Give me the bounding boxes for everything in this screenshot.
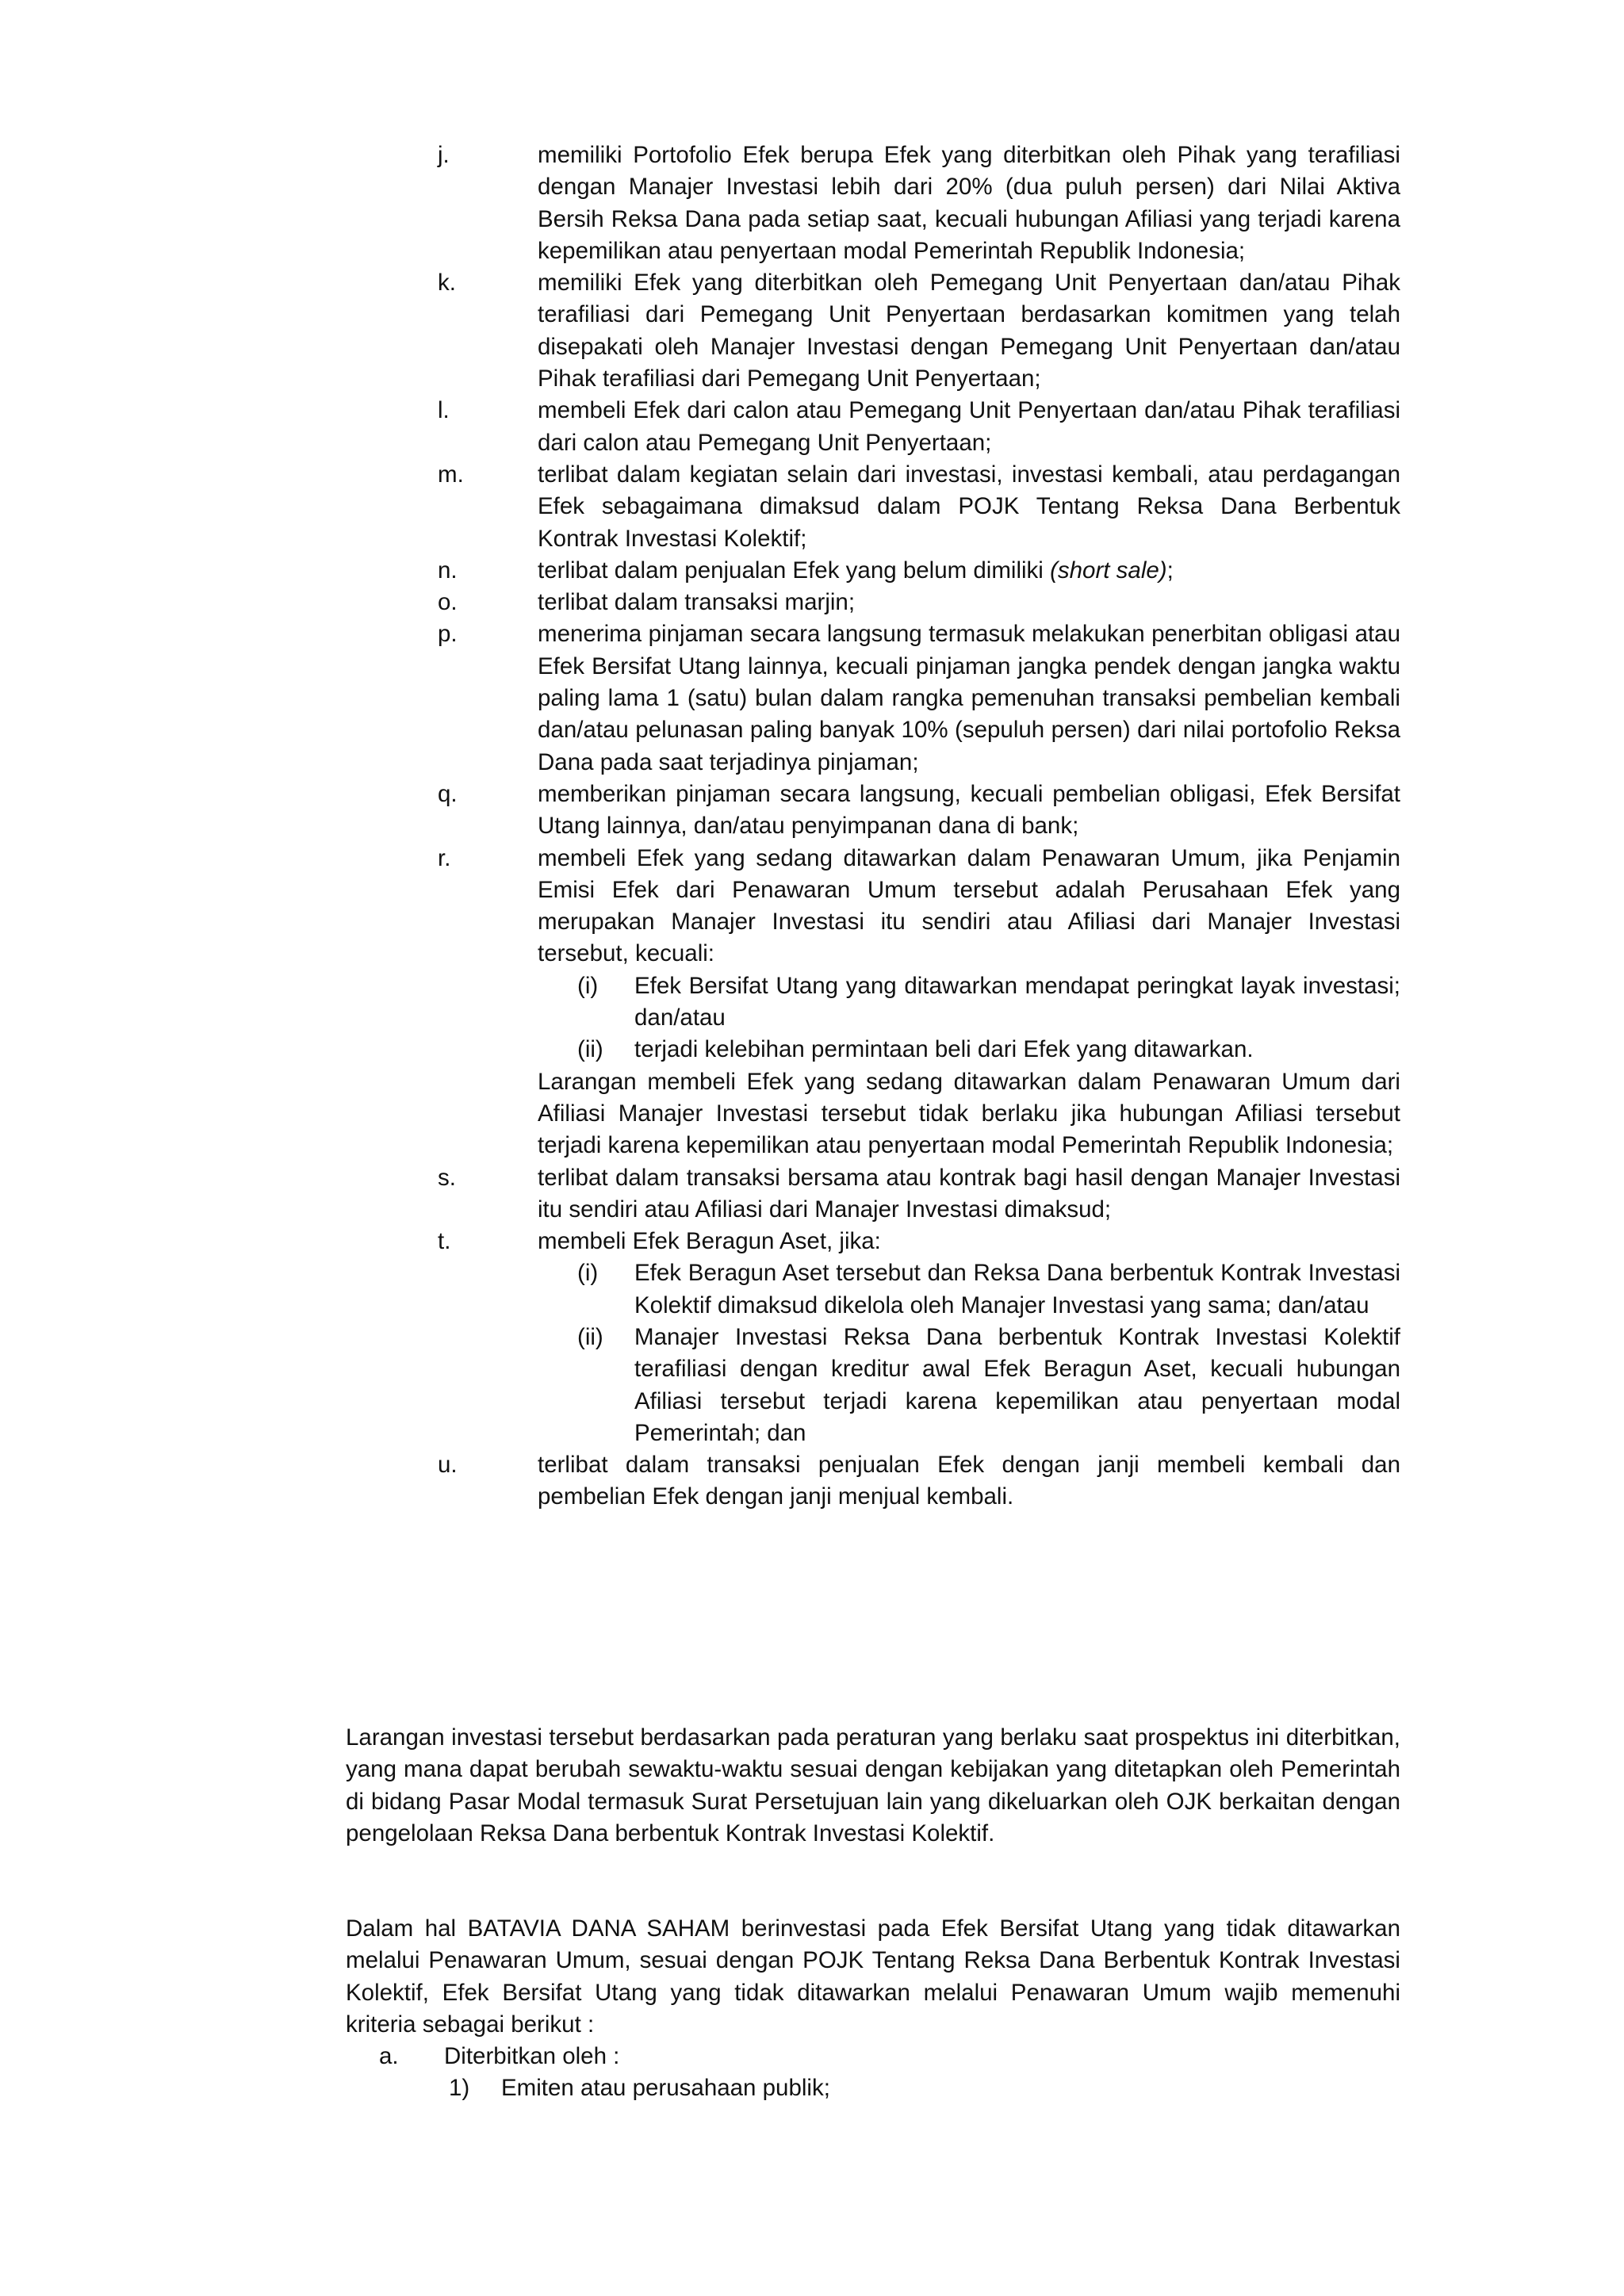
- short-sale-term: (short sale): [1050, 557, 1167, 584]
- list-item-text: terlibat dalam transaksi marjin;: [538, 589, 856, 616]
- sub-list-text: Efek Beragun Aset tersebut dan Reksa Dana berbentuk Kontrak Investasi Kolektif dimaksud dikelola oleh Manajer Investasi yang sama; dan/atau: [634, 1260, 1400, 1318]
- list-item-text: membeli Efek dari calon atau Pemegang Unit Penyertaan dan/atau Pihak terafiliasi dari calon atau Pemegang Unit Penyertaan;: [538, 397, 1400, 456]
- debt-securities-paragraph: Dalam hal BATAVIA DANA SAHAM berinvestasi pada Efek Bersifat Utang yang tidak ditawarkan melalui Penawaran Umum, sesuai dengan POJK Tentang Reksa Dana Berbentuk Kontrak Investasi Kolektif, Efek Bersifat Utang yang tidak ditawarkan melalui Penawaran Umum wajib memenuhi kriteria sebagai berikut :: [346, 1915, 1400, 2038]
- list-item: [0, 1162, 1624, 1226]
- sub-list-item: [0, 1257, 1624, 1322]
- list-item-marker: m.: [438, 461, 464, 488]
- sub-list-text: Efek Bersifat Utang yang ditawarkan mendapat peringkat layak investasi; dan/atau: [634, 972, 1400, 1031]
- list-item: [0, 459, 1624, 555]
- criteria-marker: a.: [379, 2043, 399, 2069]
- list-item-marker: o.: [438, 589, 458, 616]
- list-item-text: membeli Efek Beragun Aset, jika:: [538, 1228, 881, 1255]
- list-item-text: membeli Efek yang sedang ditawarkan dalam Penawaran Umum, jika Penjamin Emisi Efek dari Penawaran Umum tersebut adalah Perusahaan Efek yang merupakan Manajer Investasi itu sendiri atau Afiliasi dari Manajer Investasi tersebut, kecuali:: [538, 844, 1400, 967]
- list-item: [0, 1449, 1624, 1513]
- list-item-marker: r.: [438, 844, 451, 871]
- list-item-marker: s.: [438, 1164, 456, 1191]
- sub-list-marker: (i): [577, 1260, 599, 1287]
- list-item-note: Larangan membeli Efek yang sedang ditawarkan dalam Penawaran Umum dari Afiliasi Manajer Investasi tersebut tidak berlaku jika hubungan Afiliasi tersebut terjadi karena kepemilikan atau penyertaan modal Pemerintah Republik Indonesia;: [538, 1068, 1400, 1159]
- sub-list-marker: (ii): [577, 1036, 603, 1063]
- list-item-text: memberikan pinjaman secara langsung, kecuali pembelian obligasi, Efek Bersifat Utang lainnya, dan/atau penyimpanan dana di bank;: [538, 780, 1400, 840]
- list-item-marker: n.: [438, 557, 458, 584]
- list-item-marker: k.: [438, 270, 456, 297]
- list-item-marker: l.: [438, 397, 450, 424]
- list-item: [0, 779, 1624, 843]
- list-item-text: memiliki Portofolio Efek berupa Efek yang diterbitkan oleh Pihak yang terafiliasi dengan Manajer Investasi lebih dari 20% (dua puluh persen) dari Nilai Aktiva Bersih Reksa Dana pada setiap saat, kecuali hubungan Afiliasi yang terjadi karena kepemilikan atau penyertaan modal Pemerintah Republik Indonesia;: [538, 142, 1400, 264]
- sub-list-item: [0, 1034, 1624, 1066]
- sub-list-item: [0, 970, 1624, 1035]
- list-item: [0, 140, 1624, 267]
- criteria-sub-marker: 1): [449, 2075, 470, 2101]
- sub-list-marker: (ii): [577, 1323, 603, 1350]
- sub-list-text: terjadi kelebihan permintaan beli dari Efek yang ditawarkan.: [634, 1036, 1254, 1063]
- list-item-text: [538, 555, 1400, 587]
- sub-list-text: Manajer Investasi Reksa Dana berbentuk Kontrak Investasi Kolektif terafiliasi dengan kreditur awal Efek Beragun Aset, kecuali hubungan Afiliasi tersebut terjadi karena kepemilikan atau penyertaan modal Pemerintah; dan: [634, 1323, 1400, 1446]
- list-item-text-end: ;: [1166, 557, 1174, 584]
- prohibition-list: [0, 140, 1624, 1513]
- list-item-text: menerima pinjaman secara langsung termasuk melakukan penerbitan obligasi atau Efek Bersifat Utang lainnya, kecuali pinjaman jangka pendek dengan jangka waktu paling lama 1 (satu) bulan dalam rangka pemenuhan transaksi pembelian kembali dan/atau pelunasan paling banyak 10% (sepuluh persen) dari nilai portofolio Reksa Dana pada saat terjadinya pinjaman;: [538, 621, 1400, 775]
- list-item-text: terlibat dalam transaksi bersama atau kontrak bagi hasil dengan Manajer Investasi itu sendiri atau Afiliasi dari Manajer Investasi dimaksud;: [538, 1164, 1400, 1223]
- list-item: [0, 1226, 1624, 1449]
- investment-restriction-paragraph: Larangan investasi tersebut berdasarkan pada peraturan yang berlaku saat prospektus ini diterbitkan, yang mana dapat berubah sewaktu-waktu sesuai dengan kebijakan yang ditetapkan oleh Pemerintah di bidang Pasar Modal termasuk Surat Persetujuan lain yang dikeluarkan oleh OJK berkaitan dengan pengelolaan Reksa Dana berbentuk Kontrak Investasi Kolektif.: [346, 1724, 1400, 1846]
- list-item-text: memiliki Efek yang diterbitkan oleh Pemegang Unit Penyertaan dan/atau Pihak terafiliasi dari Pemegang Unit Penyertaan berdasarkan komitmen yang telah disepakati oleh Manajer Investasi dengan Pemegang Unit Penyertaan dan/atau Pihak terafiliasi dari Pemegang Unit Penyertaan;: [538, 270, 1400, 392]
- list-item-text: terlibat dalam transaksi penjualan Efek dengan janji membeli kembali dan pembelian Efek dengan janji menjual kembali.: [538, 1452, 1400, 1510]
- list-item: [0, 395, 1624, 459]
- list-item-text: terlibat dalam kegiatan selain dari investasi, investasi kembali, atau perdagangan Efek sebagaimana dimaksud dalam POJK Tentang Reksa Dana Berbentuk Kontrak Investasi Kolektif;: [538, 461, 1400, 552]
- list-item: [0, 587, 1624, 618]
- list-item: [0, 843, 1624, 1162]
- list-item-text-start: terlibat dalam penjualan Efek yang belum dimiliki: [538, 557, 1051, 584]
- list-item: [0, 267, 1624, 395]
- list-item-marker: j.: [438, 142, 450, 168]
- list-item-marker: t.: [438, 1228, 451, 1255]
- list-item-marker: u.: [438, 1452, 458, 1479]
- list-item: [0, 618, 1624, 778]
- sub-list-marker: (i): [577, 972, 599, 999]
- list-item-marker: q.: [438, 780, 458, 807]
- criteria-text: Diterbitkan oleh :: [444, 2043, 620, 2069]
- criteria-sub-text: Emiten atau perusahaan publik;: [501, 2075, 830, 2101]
- sub-list-item: [0, 1322, 1624, 1449]
- list-item-marker: p.: [438, 621, 458, 648]
- list-item: [0, 555, 1624, 587]
